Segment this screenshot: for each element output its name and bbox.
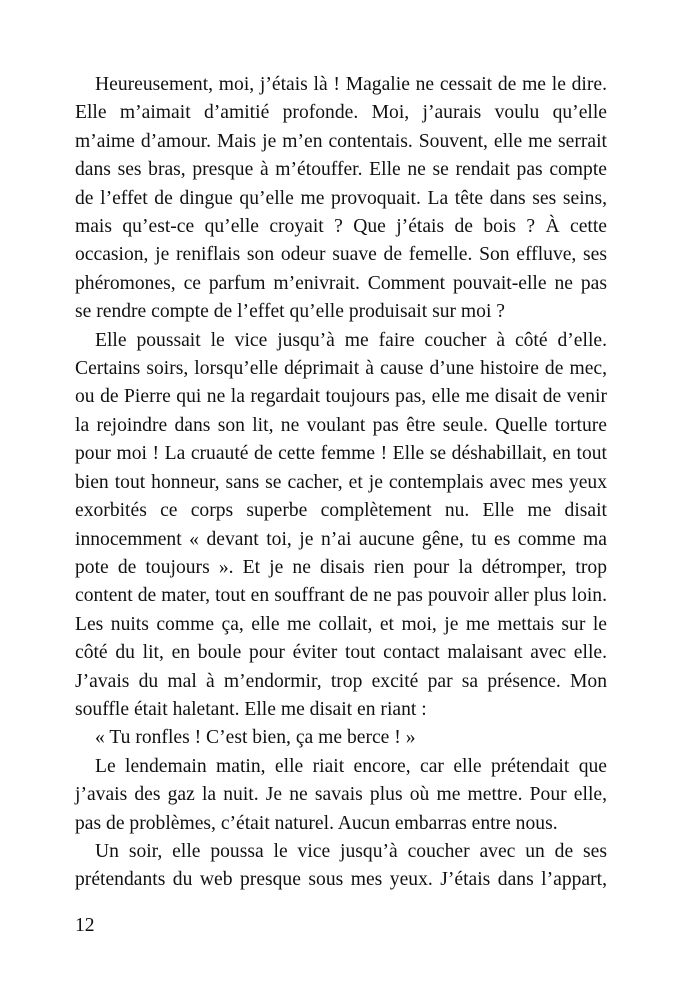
paragraph: Elle poussait le vice jusqu’à me faire coucher à côté d’elle. Certains soirs, lorsqu’elle déprimait à cause d’une histoire de mec, ou de Pierre qui ne la regardait toujours pas, elle me disait de venir la rejoindre dans son lit, ne voulant pas être seule. Quelle torture pour moi ! La cruauté de cette femme ! Elle se déshabillait, en tout bien tout honneur, sans se cacher, et je contemplais avec mes yeux exorbités ce corps superbe complètement nu. Elle me disait innocemment « devant toi, je n’ai aucune gêne, tu es comme ma pote de toujours ». Et je ne disais rien pour la détromper, trop content de mater, tout en souffrant de ne pas pouvoir aller plus loin. Les nuits comme ça, elle me collait, et moi, je me mettais sur le côté du lit, en boule pour éviter tout contact malaisant avec elle. J’avais du mal à m’endormir, trop excité par sa présence. Mon souffle était haletant. Elle me disait en riant :	[75, 329, 607, 720]
body-text	[75, 71, 607, 895]
page-number: 12	[75, 915, 95, 936]
paragraph: Heureusement, moi, j’étais là ! Magalie ne cessait de me le dire. Elle m’aimait d’amitié profonde. Moi, j’aurais voulu qu’elle m’aime d’amour. Mais je m’en contentais. Souvent, elle me serrait dans ses bras, presque à m’étouffer. Elle ne se rendait pas compte de l’effet de dingue qu’elle me provoquait. La tête dans ses seins, mais qu’est-ce qu’elle croyait ? Que j’étais de bois ? À cette occasion, je reniflais son odeur suave de femelle. Son effluve, ses phéromones, ce parfum m’enivrait. Comment pouvait-elle ne pas se rendre compte de l’effet qu’elle produisait sur moi ?	[75, 74, 607, 323]
paragraph-last-line-justified: Un soir, elle poussa le vice jusqu’à coucher avec un de ses prétendants du web presque sous mes yeux. J’étais dans l’appart,	[75, 840, 607, 891]
paragraph: Le lendemain matin, elle riait encore, car elle prétendait que j’avais des gaz la nuit. Je ne savais plus où me mettre. Pour elle, pas de problèmes, c’était naturel. Aucun embarras entre nous.	[75, 755, 607, 834]
dialogue-line: « Tu ronfles ! C’est bien, ça me berce ! »	[95, 727, 416, 749]
